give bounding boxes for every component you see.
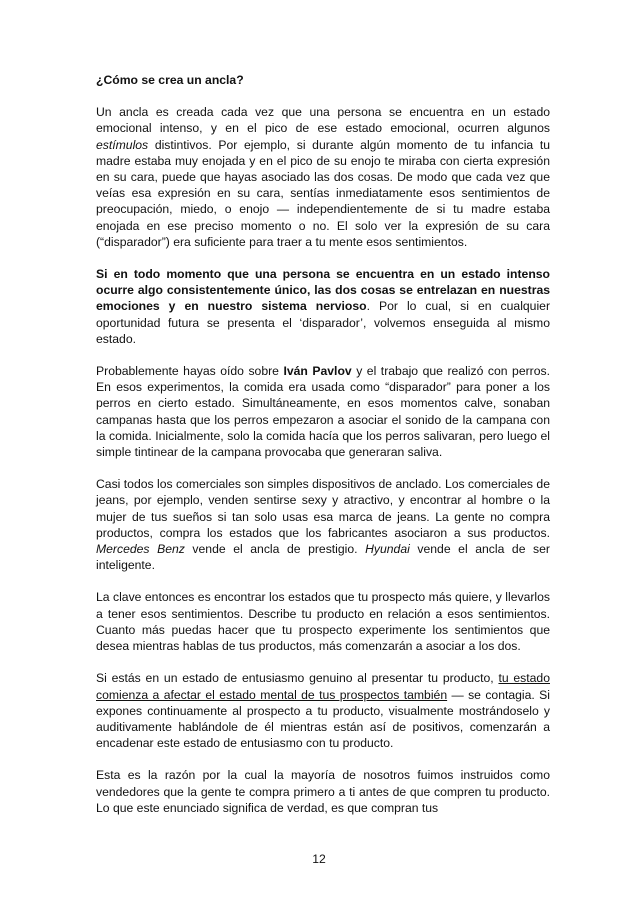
paragraph-text: . Por lo cual, si en cualquier oportunidad futura se presenta el ‘disparador’, volvemos enseguida al mismo estado. [96,299,550,346]
bold-name: Iván Pavlov [283,364,352,379]
paragraph-text: Probablemente hayas oído sobre [96,364,284,379]
paragraph-text: vende el ancla de prestigio. [184,542,366,557]
document-body [96,72,550,832]
italic-term: estímulos [96,137,149,152]
paragraph-text: Si estás en un estado de entusiasmo genuino al presentar tu producto, [96,671,499,686]
italic-brand: Mercedes Benz [96,542,185,557]
italic-brand: Hyundai [365,542,410,557]
paragraph-text: Un ancla es creada cada vez que una persona se encuentra en un estado emocional intenso, y en el pico de ese estado emocional, ocurren algunos [96,105,550,136]
paragraph-commercials [96,476,550,573]
page-number: 12 [312,852,326,866]
paragraph-text: vende el ancla de ser inteligente. [96,542,550,573]
indented-highlight [96,266,550,347]
paragraph-text: — se contagia. Si expones continuamente al prospecto a tu producto, visualmente mostrándoselo y auditivamente hablándole de él mientras están así de positivos, comenzarán a encadenar este estado de entusiasmo con tu producto. [96,687,551,751]
paragraph-anchor-definition [96,104,550,250]
paragraph-text: distintivos. Por ejemplo, si durante algún momento de tu infancia tu madre estaba muy enojada y en el pico de su enojo te miraba con cierta expresión en su cara, puede que hayas asociado las dos cosas. De modo que cada vez que veías esa expresión en su cara, sentías inmediatamente esos sentimientos de preocupación, miedo, o enojo — independientemente de si tu madre estaba enojada en ese preciso momento o no. El solo ver la expresión de su cara (“disparador”) era suficiente para traer a tu mente esos sentimientos. [96,137,550,249]
paragraph-text: y el trabajo que realizó con perros. En esos experimentos, la comida era usada como “disparador” para poner a los perros en cierto estado. Simultáneamente, en esos momentos calve, sonaban campanas hasta que los perros empezaron a asociar el sonido de la campana con la comida. Inicialmente, solo la comida hacía que los perros salivaran, pero luego el simple tintinear de la campana provocaba que generaran saliva. [96,364,550,460]
paragraph-text: Casi todos los comerciales son simples dispositivos de anclado. Los comerciales de jeans, por ejemplo, venden sentirse sexy y atractivo, y encontrar al hombre o la mujer de tus sueños si tan solo usas esa marca de jeans. La gente no compra productos, compra los estados que los fabricantes asociaron a sus productos. [96,477,550,540]
bold-statement: Si en todo momento que una persona se encuentra en un estado intenso ocurre algo consistentemente único, las dos cosas se entrelazan en nuestras emociones y en nuestro sistema nervioso [96,267,550,314]
paragraph-pavlov [96,363,550,460]
paragraph-enthusiasm [96,670,550,751]
paragraph-salespeople: Esta es la razón por la cual la mayoría de nosotros fuimos instruidos como vendedores que la gente te compra primero a ti antes de que compren tu producto. Lo que este enunciado significa de verdad, es que compran tus [96,768,550,815]
underlined-statement: tu estado comienza a afectar el estado mental de tus prospectos también [96,671,550,702]
section-heading: ¿Cómo se crea un ancla? [96,73,244,87]
paragraph-key-states: La clave entonces es encontrar los estados que tu prospecto más quiere, y llevarlos a tener esos sentimientos. Describe tu producto en relación a esos sentimientos. Cuanto más puedas hacer que tu prospecto experimente los sentimientos que desea mientras hablas de tus productos, más comenzarán a asociar a los dos. [96,590,550,654]
